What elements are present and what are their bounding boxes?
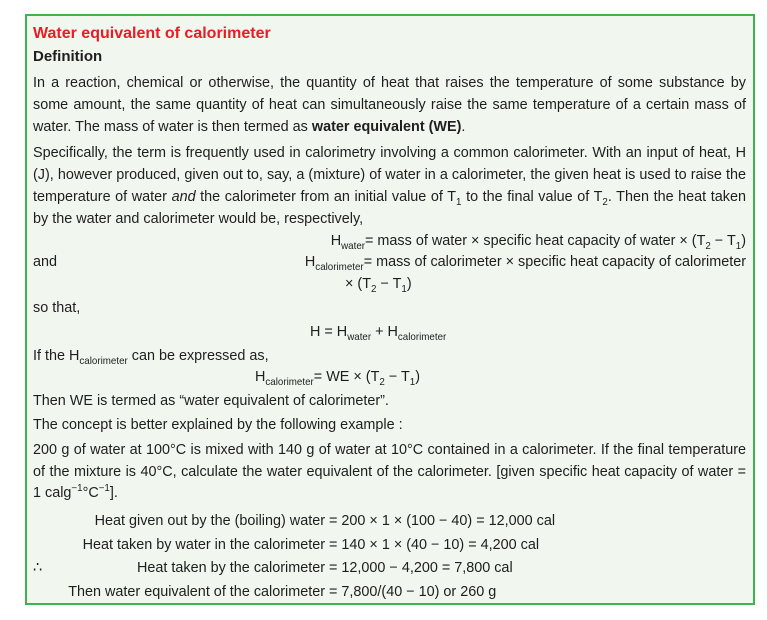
- equation-we: $H_{calorimeter}=$ WE × $(T_2 - T_1)$: [255, 369, 421, 389]
- row-prefix: [33, 534, 51, 558]
- row-prefix: [33, 581, 51, 605]
- solution-row-heat-taken-water: [33, 534, 746, 558]
- then-we-line: Then WE is termed as “water equivalent of calorimeter”.: [33, 393, 389, 410]
- box-title: Water equivalent of calorimeter: [33, 25, 271, 42]
- row-prefix: [33, 510, 51, 534]
- equation-h-water: $H_{water}=$ mass of water × specific heat capacity of water × $(T_2 - T_1)$: [330, 232, 746, 252]
- definition-box: [25, 14, 755, 605]
- solution-row-water-equivalent: [33, 581, 746, 605]
- row-value: = 140 × 1 × (40 − 10) = 4,200 cal: [329, 536, 540, 553]
- so-that-label: so that,: [33, 299, 81, 316]
- concept-line: The concept is better explained by the following example :: [33, 416, 403, 433]
- equation-h-sum: $H = H_{water} + H_{calorimeter}$: [310, 323, 447, 343]
- equation-h-calorimeter: $H_{calorimeter}=$ mass of calorimeter × specific heat capacity of calorimeter: [304, 254, 746, 274]
- row-label: Heat given out by the (boiling) water: [94, 513, 325, 530]
- and-label: and: [33, 254, 58, 271]
- explanation-paragraph: Specifically, the term is frequently used in calorimetry involving a common calorimeter. With an input of heat, H (J), however produced, given out to, say, a (mixture) of water in a calorimeter, the given heat is used to raise the temperature of water and the calorimeter from an initial value of $T_1$ to the final value of $T_2$. Then the heat taken by the water and calorimeter would be, respectively,: [33, 145, 746, 227]
- row-value: = 200 × 1 × (100 − 40) = 12,000 cal: [329, 513, 556, 530]
- row-label: Heat taken by water in the calorimeter: [82, 536, 325, 553]
- equation-h-calorimeter-continuation: × $(T_2 - T_1)$: [345, 276, 412, 296]
- equation-h-calorimeter-row: [33, 252, 746, 274]
- therefore-symbol: ∴: [33, 560, 43, 577]
- row-label: Heat taken by the calorimeter: [137, 560, 325, 577]
- row-value: = 7,800/(40 − 10) or 260 g: [329, 583, 497, 600]
- row-label: Then water equivalent of the calorimeter: [68, 583, 325, 600]
- definition-paragraph: In a reaction, chemical or otherwise, the quantity of heat that raises the temperature of some substance by some amount, the same quantity of heat can simultaneously raise the same temperature of a certain mass of water. The mass of water is then termed as water equivalent (WE).: [33, 75, 746, 135]
- solution-block: [33, 510, 746, 604]
- solution-row-heat-taken-calorimeter: [33, 557, 746, 581]
- example-paragraph: 200 g of water at 100°C is mixed with 140 g of water at 10°C contained in a calorimeter. If the final temperature of the mixture is 40°C, calculate the water equivalent of the calorimeter. [given specific heat capacity of water = 1 $calg^{-1}^\circ C^{-1}$].: [33, 441, 746, 502]
- definition-heading: Definition: [33, 48, 103, 65]
- if-expressed-line: If the $H_{calorimeter}$ can be expressed as,: [33, 347, 269, 367]
- row-value: = 12,000 − 4,200 = 7,800 cal: [329, 560, 513, 577]
- solution-row-heat-given-out: [33, 510, 746, 534]
